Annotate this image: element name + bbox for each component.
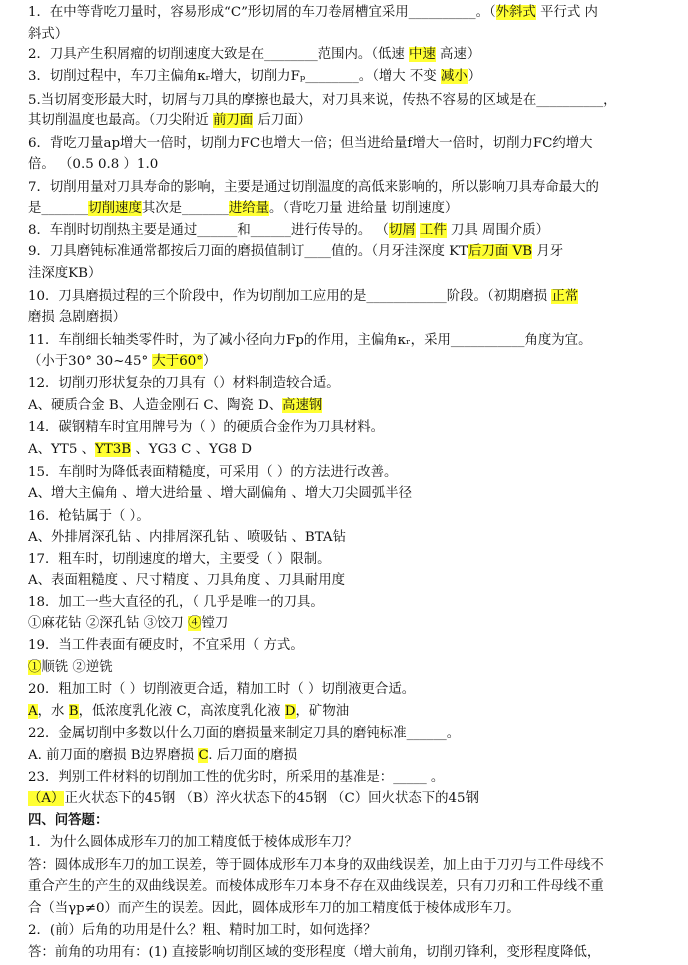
text-line — [28, 613, 682, 634]
line-text: ） — [202, 354, 217, 369]
text-line — [28, 220, 682, 241]
text-line — [28, 506, 682, 527]
text-line — [28, 373, 682, 394]
line-text: 5.当切屑变形最大时，切屑与刀具的摩擦也最大，对刀具来说，传热不容易的区域是在__________， — [28, 93, 617, 108]
text-line — [28, 810, 682, 831]
line-text: 正火状态下的45钢 （B）淬火状态下的45钢 （C）回火状态下的45钢 — [64, 791, 479, 806]
highlighted-answer: D — [284, 704, 296, 719]
line-text: 洼深度KB） — [28, 266, 102, 281]
line-text: 1．在中等背吃刀量时，容易形成“C”形切屑的车刀卷屑槽宜采用__________。（ — [28, 5, 496, 20]
line-text: 20．粗加工时（ ）切削液更合适，精加工时（ ）切削液更合适。 — [28, 682, 416, 697]
text-line — [28, 439, 682, 460]
text-line — [28, 90, 682, 111]
text-line — [28, 549, 682, 570]
line-text: 12．切削刃形状复杂的刀具有（）材料制造较合适。 — [28, 376, 340, 391]
line-text: 重合产生的产生的双曲线误差。而棱体成形车刀本身不存在双曲线误差，只有刀刃和工件母线不重 — [28, 879, 604, 894]
line-text: 6．背吃刀量ap增大一倍时，切削力FC也增大一倍；但当进给量f增大一倍时，切削力FC约增大 — [28, 136, 593, 151]
line-text: 答：前角的功用有：(1) 直接影响切削区域的变形程度（增大前角，切削刃锋利，变形程度降低， — [28, 945, 601, 960]
highlighted-answer: 后刀面 VB — [468, 244, 533, 259]
line-text: 月牙 — [532, 244, 564, 259]
line-text: 后刀面） — [253, 113, 312, 128]
text-line — [28, 24, 682, 45]
text-line — [28, 133, 682, 154]
highlighted-answer: 工件 — [419, 223, 447, 238]
line-text: ，低浓度乳化液 C，高浓度乳化液 — [78, 704, 285, 719]
line-text: 刀具 周围介质） — [446, 223, 550, 238]
line-text: 是_______ — [28, 201, 89, 216]
line-text: 、增大刀尖圆弧半径 — [291, 486, 412, 501]
text-line — [28, 767, 682, 788]
text-line — [28, 44, 682, 65]
line-text: 3．切削过程中，车刀主偏角κᵣ增大，切削力Fₚ________。（增大 不变 — [28, 69, 441, 84]
line-text: 磨损 急剧磨损） — [28, 310, 126, 325]
text-line — [28, 570, 682, 591]
text-line — [28, 898, 682, 919]
line-text: 其次是_______ — [141, 201, 229, 216]
line-text: 其切削温度也最高。（刀尖附近 — [28, 113, 214, 128]
highlighted-answer: 进给量 — [228, 201, 270, 216]
line-text: 镗刀 — [201, 616, 229, 631]
line-text: 、YG3 C 、YG8 D — [131, 442, 253, 457]
line-text: 8．车削时切削热主要是通过______和______进行传导的。 （ — [28, 223, 389, 238]
line-text: A、硬质合金 B、人造金刚石 C、陶瓷 D、 — [28, 398, 283, 413]
line-text: 9．刀具磨钝标准通常都按后刀面的磨损值制订____值的。（月牙洼深度 KT — [28, 244, 469, 259]
text-line — [28, 154, 682, 175]
highlighted-answer: （A） — [28, 791, 65, 806]
highlighted-answer: 正常 — [551, 289, 579, 304]
line-text: 11．车削细长轴类零件时，为了减小径向力Fp的作用，主偏角κᵣ，采用___________角度为宜。 — [28, 333, 592, 348]
line-text: 倍。 （0.5 — [28, 157, 98, 172]
text-line — [28, 462, 682, 483]
text-line — [28, 177, 682, 198]
highlighted-answer: A — [28, 704, 38, 719]
text-line — [28, 701, 682, 722]
line-text: 答：圆体成形车刀的加工误差，等于圆体成形车刀本身的双曲线误差，加上由于刀刃与工件母线不 — [28, 858, 604, 873]
line-text: 15．车削时为降低表面精糙度，可采用（ ）的方法进行改善。 — [28, 465, 398, 480]
highlighted-answer: B — [68, 704, 79, 719]
text-line — [28, 832, 682, 853]
text-line — [28, 723, 682, 744]
highlighted-answer: 外斜式 — [495, 5, 536, 20]
text-line — [28, 263, 682, 284]
highlighted-answer: 大于60° — [152, 354, 203, 369]
text-line — [28, 920, 682, 941]
line-text: 23．判别工件材料的切削加工性的优劣时，所采用的基准是：_____ 。 — [28, 770, 445, 785]
highlighted-answer: 切削速度 — [88, 201, 142, 216]
highlighted-answer: C — [198, 748, 209, 763]
line-text: A、外排屑深孔钻 、内排屑深孔钻 、喷吸钻 、BTA钻 — [28, 530, 346, 545]
text-line — [28, 2, 682, 23]
text-line — [28, 395, 682, 416]
highlighted-answer: 切屑 — [388, 223, 416, 238]
text-line — [28, 745, 682, 766]
line-text: 。（背吃刀量 进给量 切削速度） — [269, 201, 459, 216]
text-line — [28, 942, 682, 963]
text-line — [28, 241, 682, 262]
text-line — [28, 286, 682, 307]
text-line — [28, 679, 682, 700]
line-text: 16．枪钻属于（ ）。 — [28, 509, 150, 524]
line-text: A. 前刀面的磨损 B边界磨损 — [28, 748, 199, 763]
line-text: 18．加工一些大直径的孔，（ 几乎是唯一的刀具。 — [28, 595, 324, 610]
text-line — [28, 855, 682, 876]
line-text: . 后刀面的磨损 — [208, 748, 298, 763]
text-line — [28, 876, 682, 897]
line-text: A、YT5 、 — [28, 442, 95, 457]
line-text: 10．刀具磨损过程的三个阶段中，作为切削加工应用的是____________阶段。（初期磨损 — [28, 289, 552, 304]
line-text: ，水 — [37, 704, 69, 719]
highlighted-answer: ④ — [188, 616, 202, 631]
text-line — [28, 788, 682, 809]
text-line — [28, 592, 682, 613]
line-text: （小于30° 30~45° — [28, 354, 153, 369]
line-text: 平行式 内 — [535, 5, 598, 20]
text-line — [28, 483, 682, 504]
text-line — [28, 198, 682, 219]
line-text: 高速） — [435, 47, 481, 62]
line-text: 合（当γp≠0）而产生的误差。因此，圆体成形车刀的加工精度低于棱体成形车刀。 — [28, 901, 520, 916]
line-text: 2．(前）后角的功用是什么？粗、精时加工时，如何选择？ — [28, 923, 377, 938]
text-line — [28, 351, 682, 372]
text-line — [28, 307, 682, 328]
text-line — [28, 657, 682, 678]
line-text: 斜式） — [28, 27, 69, 42]
section-heading: 四、问答题： — [28, 813, 109, 828]
line-text: 顺铣 ②逆铣 — [41, 660, 113, 675]
line-text: 14．碳钢精车时宜用牌号为（ ）的硬质合金作为刀具材料。 — [28, 420, 385, 435]
highlighted-answer: 前刀面 — [213, 113, 254, 128]
line-text: 19．当工件表面有硬皮时，不宜采用（ 方式。 — [28, 638, 304, 653]
line-text: 0.8 ）1.0 — [97, 157, 159, 172]
text-line — [28, 66, 682, 87]
highlighted-answer: 减小 — [440, 69, 468, 84]
line-text: ，矿物油 — [295, 704, 350, 719]
highlighted-answer: YT3B — [95, 442, 132, 457]
line-text: A、表面粗糙度 、尺寸精度 、刀具角度 — [28, 573, 265, 588]
line-text: 17．粗车时，切削速度的增大，主要受（ ）限制。 — [28, 552, 331, 567]
line-text: ①麻花钻 ②深孔钻 ③饺刀 — [28, 616, 189, 631]
line-text: ） — [467, 69, 482, 84]
highlighted-answer: 中速 — [409, 47, 436, 62]
line-text: 7．切削用量对刀具寿命的影响，主要是通过切削温度的高低来影响的，所以影响刀具寿命最大的 — [28, 180, 599, 195]
line-text: 22．金属切削中多数以什么刀面的磨损量来制定刀具的磨钝标准______。 — [28, 726, 461, 741]
text-line — [28, 330, 682, 351]
line-text: 2．刀具产生积屑瘤的切削速度大致是在________范围内。（低速 — [28, 47, 410, 62]
highlighted-answer: 高速钢 — [282, 398, 323, 413]
highlighted-answer: ① — [28, 660, 42, 675]
text-line — [28, 417, 682, 438]
text-line — [28, 635, 682, 656]
text-line — [28, 527, 682, 548]
text-line — [28, 110, 682, 131]
line-text: A、增大主偏角 、增大进给量 、增大副偏角 — [28, 486, 292, 501]
line-text: 1．为什么圆体成形车刀的加工精度低于棱体成形车刀？ — [28, 835, 358, 850]
line-text: 、刀具耐用度 — [264, 573, 346, 588]
